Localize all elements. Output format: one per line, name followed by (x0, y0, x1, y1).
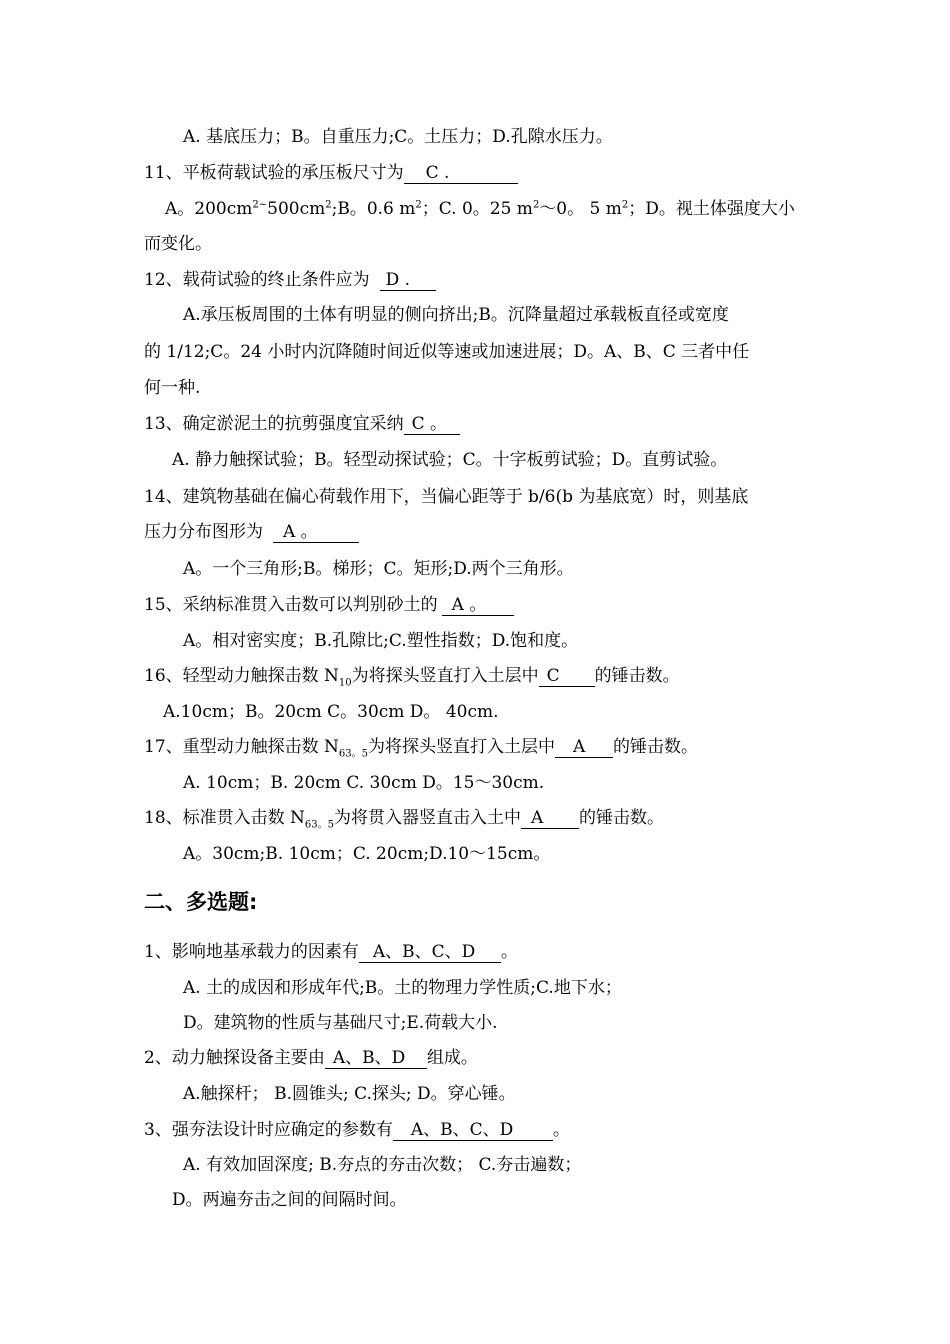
q12-options-line3: 何一种. (144, 378, 201, 398)
q13-options: A. 静力触探试验；B。轻型动探试验；C。十字板剪试验；D。直剪试验。 (172, 450, 728, 470)
m1-options-line2: D。建筑物的性质与基础尺寸;E.荷载大小. (183, 1013, 498, 1033)
q11-stem: 11、平板荷载试验的承压板尺寸为 (144, 163, 404, 183)
q15-question (144, 594, 514, 616)
m2-options: A.触探杆； B.圆锥头; C.探头; D。穿心锤。 (183, 1084, 516, 1104)
q17-options: A. 10cm；B. 20cm C. 30cm D。15～30cm. (183, 773, 545, 793)
m3-question: 3、强夯法设计时应确定的参数有 A、B、C、D 。 (144, 1120, 570, 1140)
q16-question: 16、轻型动力触探击数 $N_{10}$为将探头竖直打入土层中 C 的锤击数。 (144, 666, 680, 689)
q12-stem: 12、载荷试验的终止条件应为 (144, 270, 370, 290)
q13-answer-blank: C 。 (404, 415, 460, 435)
q10-options: A. 基底压力；B。自重压力;C。土压力；D.孔隙水压力。 (183, 127, 613, 147)
q12-answer-blank: D . (380, 271, 436, 291)
q15-stem: 15、采纳标准贯入击数可以判别砂土的 (144, 595, 438, 615)
q14-question-line1: 14、建筑物基础在偏心荷载作用下，当偏心距等于 b/6(b 为基底宽）时，则基底 (144, 487, 749, 507)
q11-options-cont: 而变化。 (144, 234, 212, 254)
m3-answer-blank: A、B、C、D (393, 1121, 553, 1141)
m3-options-line2: D。两遍夯击之间的间隔时间。 (172, 1190, 407, 1210)
q14-question-line2 (144, 521, 359, 543)
q11-answer-blank: C . (404, 164, 518, 184)
q13-stem: 13、确定淤泥土的抗剪强度宜采纳 (144, 414, 404, 434)
q12-options-line2: 的 1/12;C。24 小时内沉降随时间近似等速或加速进展；D。A、B、C 三者中任 (144, 342, 750, 362)
q14-answer-blank: A 。 (273, 523, 359, 543)
q14-options: A。一个三角形;B。梯形；C。矩形;D.两个三角形。 (183, 559, 574, 579)
q18-answer-blank: A (521, 809, 579, 829)
q15-answer-blank: A 。 (442, 596, 514, 616)
q11-options: A。$200cm^{2\sim}500cm^2;B$。0.6 $m^2$；C. 0。25 $m^2\sim 0$。 5 $m^2$；D。视土体强度大小 (165, 199, 795, 219)
m1-answer-blank: A、B、C、D (359, 943, 501, 963)
q18-options: A。30cm;B. 10cm；C. 20cm;D.10～15cm。 (183, 844, 551, 864)
q18-question: 18、标准贯入击数 $N_{63。5}$为将贯入器竖直击入土中 A 的锤击数。 (144, 808, 665, 831)
q12-question (144, 269, 436, 291)
m3-options-line1: A. 有效加固深度; B.夯点的夯击次数； C.夯击遍数； (183, 1155, 582, 1175)
q17-question: 17、重型动力触探击数 $N_{63。5}$为将探头竖直打入土层中 A 的锤击数。 (144, 737, 699, 760)
q11-question (144, 162, 518, 184)
q16-answer-blank: C (539, 667, 595, 687)
q12-options-line1: A.承压板周围的土体有明显的侧向挤出;B。沉降量超过承载板直径或宽度 (183, 305, 729, 325)
q14-stem: 压力分布图形为 (144, 522, 263, 542)
m1-options-line1: A. 土的成因和形成年代;B。土的物理力学性质;C.地下水； (183, 978, 622, 998)
q15-options: A。相对密实度；B.孔隙比;C.塑性指数；D.饱和度。 (183, 631, 579, 651)
q16-options: A.10cm；B。20cm C。30cm D。 40cm. (163, 702, 499, 722)
q13-question (144, 413, 460, 435)
m2-question: 2、动力触探设备主要由 A、B、D 组成。 (144, 1048, 478, 1068)
section-heading: 二、多选题: (144, 890, 258, 914)
m1-question: 1、影响地基承载力的因素有 A、B、C、D 。 (144, 942, 518, 962)
m2-answer-blank: A、B、D (325, 1049, 427, 1069)
q17-answer-blank: A (555, 738, 613, 758)
